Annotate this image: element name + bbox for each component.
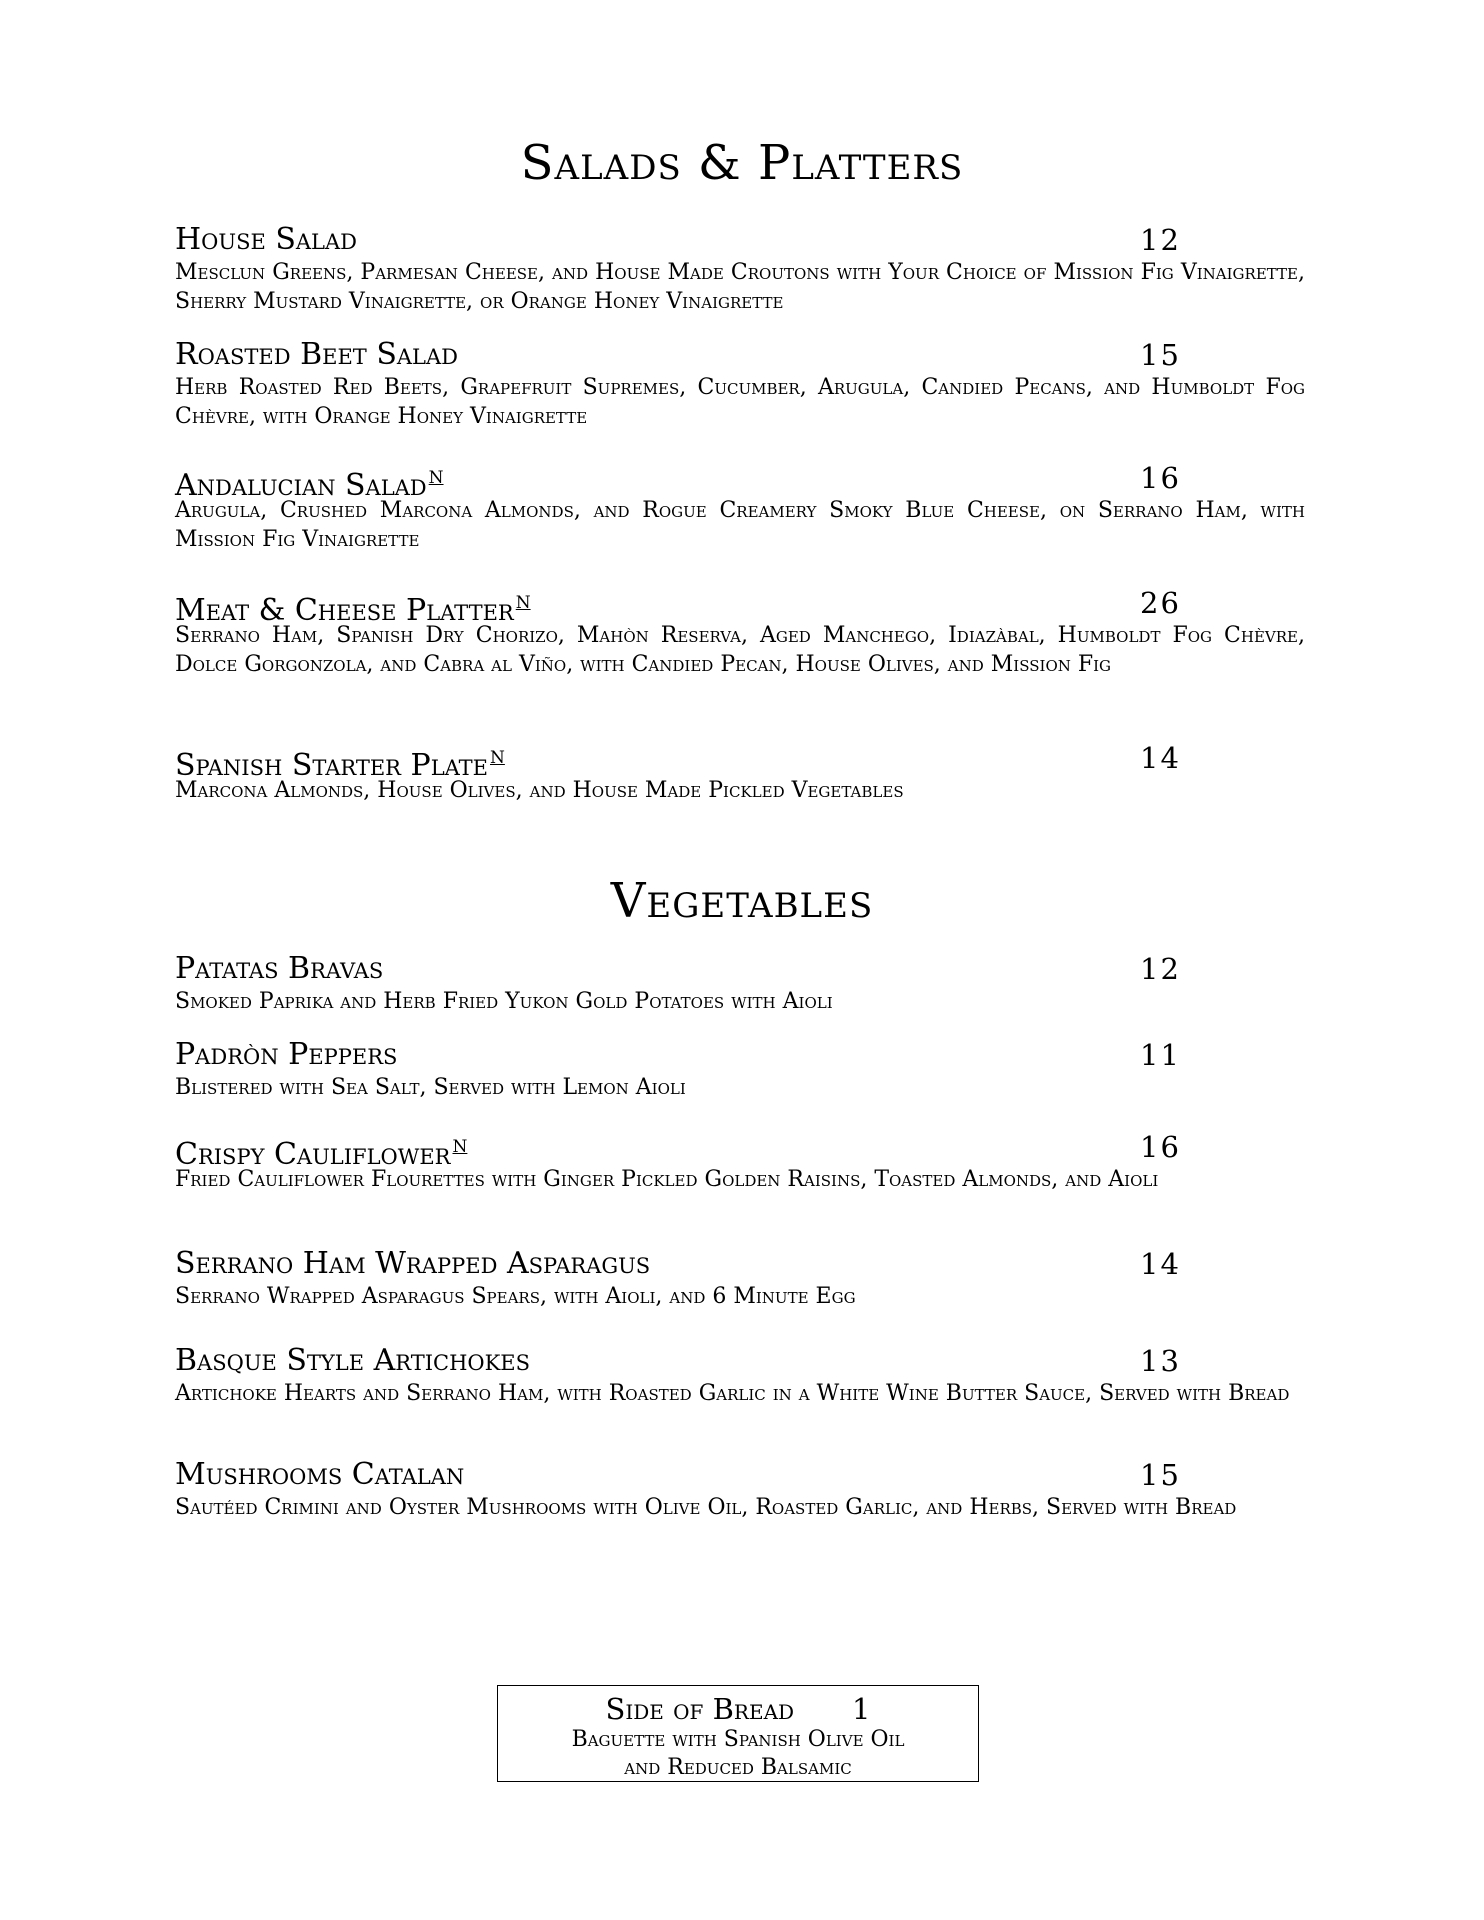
item-name: Patatas Bravas — [175, 951, 384, 986]
item-name: Roasted Beet Salad — [175, 337, 458, 372]
item-price: 15 — [1140, 338, 1181, 372]
section-title-vegetables: Vegetables — [610, 873, 874, 929]
item-name-text: Spanish Starter Plate — [175, 748, 489, 783]
item-price: 13 — [1140, 1344, 1181, 1378]
side-item-name: Side of Bread — [605, 1692, 795, 1726]
item-price: 12 — [1140, 952, 1181, 986]
menu-item-basque-artichokes — [175, 1344, 1305, 1408]
section-title-salads: Salads & Platters — [520, 135, 964, 191]
side-item-price: 1 — [852, 1692, 871, 1726]
item-description: Smoked Paprika and Herb Fried Yukon Gold Potatoes with Aioli — [175, 989, 833, 1014]
item-description: Fried Cauliflower Flourettes with Ginger Pickled Golden Raisins, Toasted Almonds, and Aioli — [175, 1167, 1159, 1192]
menu-item-house-salad — [175, 223, 1305, 316]
item-price: 14 — [1140, 1247, 1181, 1281]
side-item-desc-line-2: and Reduced Balsamic — [624, 1755, 852, 1780]
item-description: Blistered with Sea Salt, Served with Lemon Aioli — [175, 1075, 686, 1100]
item-price: 14 — [1140, 741, 1181, 775]
item-name-text: Meat & Cheese Platter — [175, 593, 514, 628]
item-description: Sautéed Crimini and Oyster Mushrooms with Olive Oil, Roasted Garlic, and Herbs, Served with Bread — [175, 1495, 1237, 1520]
nut-marker: N — [515, 593, 531, 613]
item-name: Serrano Ham Wrapped Asparagus — [175, 1246, 651, 1281]
menu-item-mushrooms-catalan — [175, 1458, 1305, 1522]
side-item-head — [498, 1692, 978, 1726]
item-price: 11 — [1140, 1038, 1181, 1072]
item-price: 15 — [1140, 1458, 1181, 1492]
side-item-desc-line-1: Baguette with Spanish Olive Oil — [571, 1727, 905, 1752]
item-name — [175, 468, 444, 503]
menu-item-andalucian-salad — [175, 461, 1305, 554]
nut-marker: N — [490, 748, 505, 768]
item-description: Arugula, Crushed Marcona Almonds, and Rogue Creamery Smoky Blue Cheese, on Serrano Ham, with Mission Fig Vinaigrette — [175, 498, 1305, 552]
menu-item-patatas-bravas — [175, 952, 1305, 1016]
item-description: Marcona Almonds, House Olives, and House Made Pickled Vegetables — [175, 778, 904, 803]
menu-item-meat-cheese-platter — [175, 586, 1305, 679]
menu-item-serrano-asparagus — [175, 1247, 1305, 1311]
item-description: Herb Roasted Red Beets, Grapefruit Supremes, Cucumber, Arugula, Candied Pecans, and Humboldt Fog Chèvre, with Orange Honey Vinaigrette — [175, 375, 1305, 429]
item-name — [175, 1137, 467, 1172]
item-name: House Salad — [175, 222, 357, 257]
item-name: Padròn Peppers — [175, 1037, 398, 1072]
item-description: Mesclun Greens, Parmesan Cheese, and House Made Croutons with Your Choice of Mission Fig Vinaigrette, Sherry Mustard Vinaigrette, or Orange Honey Vinaigrette — [175, 260, 1305, 314]
item-name — [175, 748, 505, 783]
item-price: 16 — [1140, 1130, 1181, 1164]
nut-marker: N — [452, 1137, 468, 1157]
item-description: Serrano Wrapped Asparagus Spears, with Aioli, and 6 Minute Egg — [175, 1284, 856, 1309]
item-description: Artichoke Hearts and Serrano Ham, with Roasted Garlic in a White Wine Butter Sauce, Served with Bread — [175, 1381, 1290, 1406]
item-description: Serrano Ham, Spanish Dry Chorizo, Mahòn Reserva, Aged Manchego, Idiazàbal, Humboldt Fog Chèvre, Dolce Gorgonzola, and Cabra al Viño, with Candied Pecan, House Olives, and Mission Fig — [175, 623, 1305, 677]
menu-item-crispy-cauliflower — [175, 1130, 1305, 1194]
menu-item-roasted-beet-salad — [175, 338, 1305, 431]
item-name: Mushrooms Catalan — [175, 1457, 465, 1492]
item-price: 26 — [1140, 586, 1181, 620]
side-of-bread-box — [497, 1685, 979, 1782]
menu-item-padron-peppers — [175, 1038, 1305, 1102]
nut-marker: N — [428, 468, 444, 488]
item-name-text: Crispy Cauliflower — [175, 1137, 451, 1172]
item-price: 12 — [1140, 223, 1181, 257]
item-price: 16 — [1140, 461, 1181, 495]
menu-item-spanish-starter-plate — [175, 741, 1305, 805]
item-name-text: Andalucian Salad — [175, 468, 427, 503]
item-name — [175, 593, 531, 628]
item-name: Basque Style Artichokes — [175, 1343, 531, 1378]
